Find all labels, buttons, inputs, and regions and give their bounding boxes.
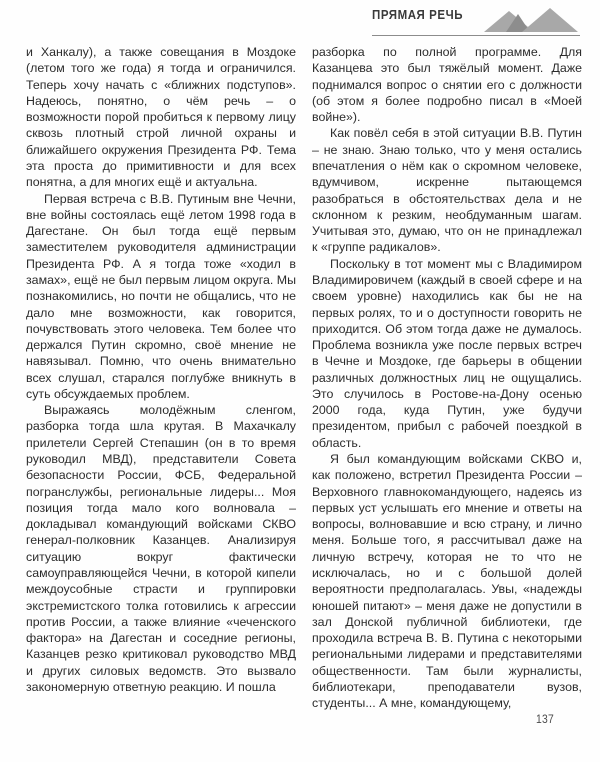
- text-column-left: [26, 44, 296, 695]
- paragraph: Первая встреча с В.В. Путиным вне Чечни, вне войны состоялась ещё летом 1998 года в Дагестане. Он был тогда ещё первым заместителем руководителя администрации Президента РФ. А я тогда тоже «ходил в замах», ещё не был первым лицом округа. Мы познакомились, но почти не общались, что не дало мне возможности, как говорится, почувствовать этого человека. Тем более что держался Путин скромно, своё мнение не навязывал. Помню, что очень внимательно всех слушал, старался поглубже вникнуть в суть обсуждаемых проблем.: [26, 191, 296, 401]
- body-columns: [0, 44, 600, 711]
- paragraph: разборка по полной программе. Для Казанцева это был тяжёлый момент. Даже поднимался вопрос о снятии его с должности (об этом я более подробно писал в «Моей войне»).: [312, 45, 582, 125]
- mountains-icon: [462, 8, 580, 32]
- text-column-right: [312, 44, 582, 712]
- page-title: ПРЯМАЯ РЕЧЬ: [372, 8, 464, 22]
- page-number: 137: [536, 714, 555, 726]
- header-rule: [372, 35, 580, 36]
- paragraph: Я был командующим войсками СКВО и, как положено, встретил Президента России – Верховного главнокомандующего, надеясь из первых уст услышать его мнение и ответы на вопросы, волновавшие и всю страну, и лично меня. Больше того, я рассчитывал даже на личную встречу, которая не то что не исключалась, но и с большой долей вероятности предполагалась. Увы, «надежды юношей питают» – меня даже не допустили в зал Донской публичной библиотеки, где проходила встреча В. В. Путина с некоторыми региональными лидерами и представителями общественности. Там были журналисты, библиотекари, преподаватели вузов, студенты... А мне, командующему,: [312, 452, 582, 711]
- running-header: [372, 6, 580, 36]
- paragraph: и Ханкалу), а также совещания в Моздоке (летом того же года) я тогда и ограничился. Теперь хочу начать с «ближних подступов». Надеюсь, понятно, о чём речь – о возможности порой пробиться к первому лицу сквозь плотный строй личной охраны и ближайшего окружения Президента РФ. Тема эта проста до примитивности и для всех понятна, а для многих ещё и актуальна.: [26, 45, 296, 190]
- paragraph: Выражаясь молодёжным сленгом, разборка тогда шла крутая. В Махачкалу прилетели Сергей Степашин (он в то время руководил МВД), представители Совета безопасности России, ФСБ, Федеральной погранслужбы, региональные лидеры... Моя позиция тогда мало кого волновала – докладывал командующий войсками СКВО генерал-полковник Казанцев. Анализируя ситуацию вокруг фактически самоуправляющейся Чечни, в которой кипели междоусобные страсти и группировки экстремистского толка готовились к агрессии против России, а также влияние «чеченского фактора» на Дагестан и соседние регионы, Казанцев резко критиковал руководство МВД и других силовых ведомств. Это вызвало закономерную ответную реакцию. И пошла: [26, 403, 296, 694]
- paragraph: Как повёл себя в этой ситуации В.В. Путин – не знаю. Знаю только, что у меня остались впечатления о нём как о скромном человеке, вдумчивом, искренне пытающемся разобраться в обстоятельствах дела и не склонном к резким, необдуманным шагам. Учитывая это, думаю, что он не принадлежал к «группе радикалов».: [312, 126, 582, 255]
- paragraph: Поскольку в тот момент мы с Владимиром Владимировичем (каждый в своей сфере и на своем уровне) находились как бы не на первых ролях, то и о доступности говорить не приходится. Об этом тогда даже не думалось. Проблема возникла уже после первых встреч в Чечне и Моздоке, где барьеры в общении различных должностных лиц не ощущались. Это случилось в Ростове-на-Дону осенью 2000 года, куда Путин, уже будучи президентом, прибыл с рабочей поездкой в область.: [312, 256, 582, 450]
